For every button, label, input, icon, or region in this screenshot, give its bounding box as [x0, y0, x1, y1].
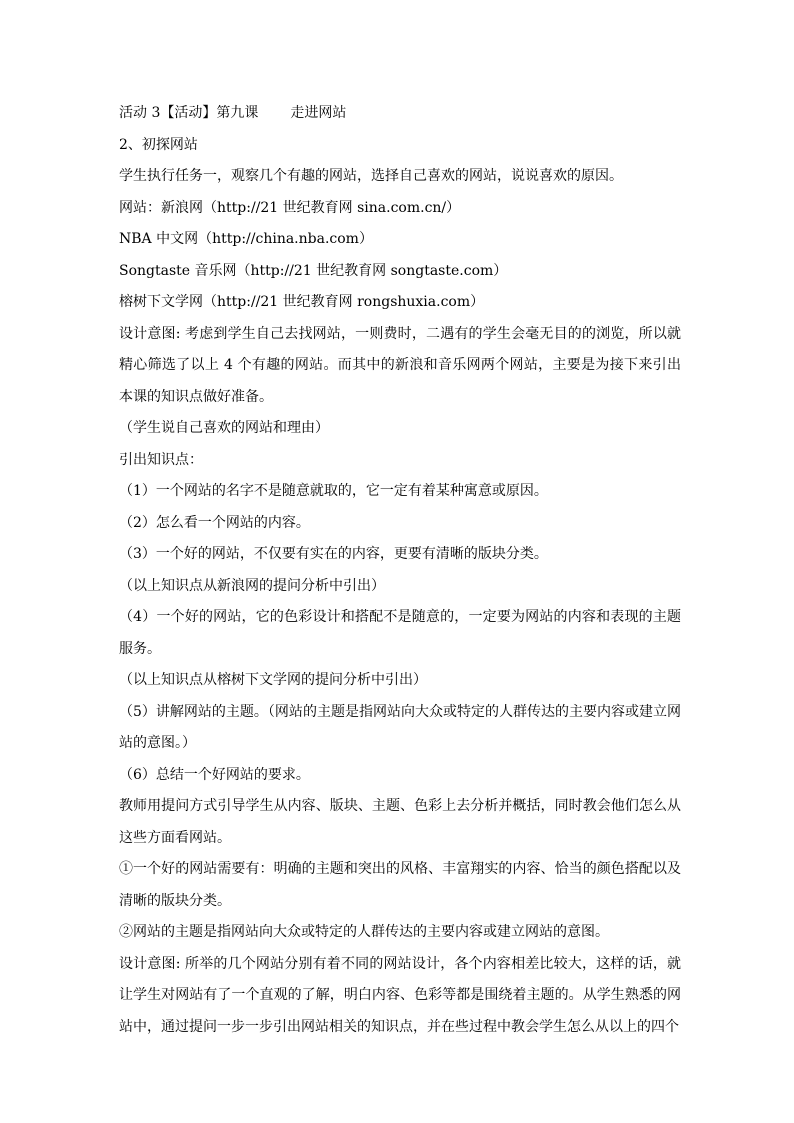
lesson-title [119, 98, 681, 130]
knowledge-point: （3）一个好的网站，不仅要有实在的内容，更要有清晰的版块分类。 [119, 546, 548, 562]
website-item: 榕树下文学网（http://21 世纪教育网 rongshuxia.com） [119, 294, 485, 310]
knowledge-point: （1）一个网站的名字不是随意就取的，它一定有着某种寓意或原因。 [119, 483, 548, 499]
paragraph: （以上知识点从榕树下文学网的提问分析中引出） [119, 672, 427, 688]
website-item: 网站：新浪网（http://21 世纪教育网 sina.com.cn/） [119, 199, 461, 216]
summary-point: ①一个好的网站需要有：明确的主题和突出的风格、丰富翔实的内容、恰当的颜色搭配以及清晰的版块分类。 [119, 861, 681, 909]
knowledge-point: （6）总结一个好网站的要求。 [119, 766, 310, 783]
design-intent-paragraph: 设计意图: 考虑到学生自己去找网站，一则费时，二遇有的学生会毫无目的的浏览，所以就精心筛选了以上 4 个有趣的网站。而其中的新浪和音乐网两个网站，主要是为接下来引出本课的知识点做好准备。 [119, 325, 681, 405]
paragraph: 教师用提问方式引导学生从内容、版块、主题、色彩上去分析并概括，同时教会他们怎么从这些方面看网站。 [119, 798, 681, 846]
website-item: Songtaste 音乐网（http://21 世纪教育网 songtaste.com） [119, 262, 508, 279]
paragraph: （学生说自己喜欢的网站和理由） [119, 420, 329, 436]
summary-point: ②网站的主题是指网站向大众或特定的人群传达的主要内容或建立网站的意图。 [119, 924, 609, 940]
knowledge-point: （4）一个好的网站，它的色彩设计和搭配不是随意的，一定要为网站的内容和表现的主题服务。 [119, 609, 681, 657]
lesson-title-prefix: 活动 3【活动】第九课 [119, 105, 259, 121]
paragraph: 学生执行任务一，观察几个有趣的网站，选择自己喜欢的网站，说说喜欢的原因。 [119, 168, 623, 184]
design-intent-paragraph: 设计意图: 所举的几个网站分别有着不同的网站设计，各个内容相差比较大，这样的话，就让学生对网站有了一个直观的了解，明白内容、色彩等都是围绕着主题的。从学生熟悉的网站中，通过提问一步一步引出网站相关的知识点，并在些过程中教会学生怎么从以上的四个 [119, 955, 681, 1035]
paragraph: 引出知识点： [119, 451, 203, 468]
website-item: NBA 中文网（http://china.nba.com） [119, 231, 373, 247]
lesson-title-suffix: 走进网站 [290, 105, 347, 121]
knowledge-point: （5）讲解网站的主题。（网站的主题是指网站向大众或特定的人群传达的主要内容或建立网站的意图。） [119, 703, 681, 751]
document-body [119, 98, 681, 1043]
paragraph: （以上知识点从新浪网的提问分析中引出） [119, 577, 385, 594]
knowledge-point: （2）怎么看一个网站的内容。 [119, 514, 310, 531]
section-heading: 2、初探网站 [119, 136, 198, 153]
